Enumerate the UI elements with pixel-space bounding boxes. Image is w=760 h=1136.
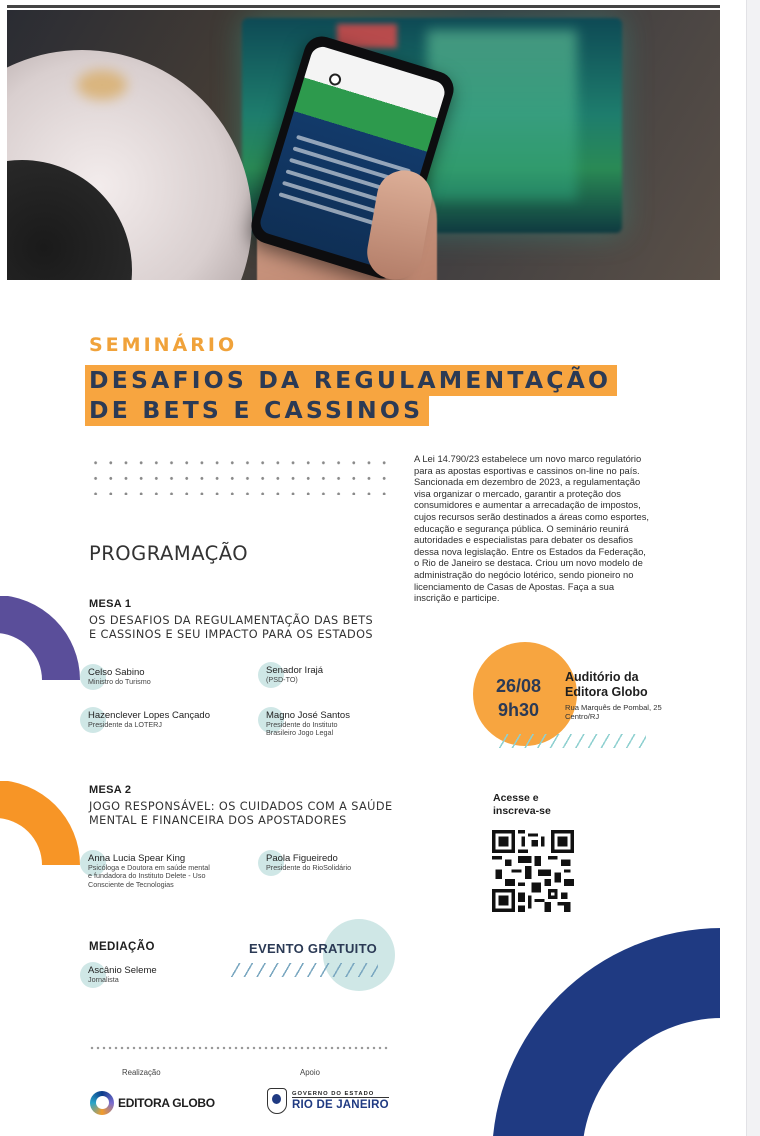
rio-de-janeiro-seal-icon: [267, 1088, 287, 1114]
hatch-decoration: [228, 963, 378, 977]
mesa1-title-line-2: E CASSINOS E SEU IMPACTO PARA OS ESTADOS: [89, 628, 373, 641]
hero-phone-ball-icon: [328, 72, 343, 87]
event-date: 26/08: [496, 676, 542, 696]
speaker-card: [88, 710, 210, 729]
mediator-card: [88, 965, 157, 984]
arc-mask: [0, 865, 90, 955]
speaker-role: (PSD-TO): [266, 675, 298, 684]
event-datetime: [496, 674, 541, 722]
seminar-title-line-2: DE BETS E CASSINOS: [85, 395, 429, 426]
seminar-eyebrow: SEMINÁRIO: [89, 334, 238, 356]
speaker-role: Consciente de Tecnologias: [88, 879, 174, 889]
realizacao-label: Realização: [122, 1068, 161, 1077]
speaker-role: Presidente do Instituto: [266, 720, 338, 729]
speaker-card: [266, 853, 351, 872]
hero-photo: [7, 10, 720, 280]
speaker-role: Psicóloga e Doutora em saúde mental: [88, 863, 210, 872]
speaker-name: Senador Irajá: [266, 665, 324, 676]
access-cta: [493, 792, 551, 818]
dot-grid-decoration: [88, 455, 393, 495]
speaker-name: Magno José Santos: [266, 710, 350, 721]
event-address: [565, 703, 695, 721]
dotted-divider: [89, 1046, 389, 1050]
rj-logo-small: GOVERNO DO ESTADO: [292, 1091, 375, 1097]
access-line: Acesse e: [493, 792, 539, 804]
evento-gratuito-badge: EVENTO GRATUITO: [249, 941, 378, 956]
address-line: Centro/RJ: [565, 712, 600, 722]
speaker-role: Ministro do Turismo: [88, 677, 151, 686]
mesa2-label: MESA 2: [89, 784, 132, 796]
speaker-card: [88, 853, 210, 889]
speaker-card: [266, 710, 350, 738]
arc-mask: [0, 680, 90, 770]
speaker-role: Presidente da LOTERJ: [88, 720, 162, 729]
arc-mask: [0, 590, 90, 596]
speaker-name: Anna Lucia Spear King: [88, 853, 186, 864]
mesa1-title-line-1: OS DESAFIOS DA REGULAMENTAÇÃO DAS BETS: [89, 614, 374, 627]
access-line: inscreva-se: [493, 805, 551, 817]
qr-code-icon[interactable]: [492, 830, 574, 912]
speaker-card: [266, 665, 323, 684]
globo-logo-text: EDITORA GLOBO: [118, 1096, 215, 1110]
hatch-decoration: [496, 734, 646, 748]
editora-globo-logo: [90, 1090, 215, 1116]
mediator-role: Jornalista: [88, 975, 119, 984]
speaker-name: Paola Figueiredo: [266, 853, 338, 864]
venue-line: Editora Globo: [565, 685, 648, 699]
mediator-name: Ascânio Seleme: [88, 965, 157, 976]
mesa2-title-line-1: JOGO RESPONSÁVEL: OS CUIDADOS COM A SAÚDE: [89, 800, 393, 813]
top-rule: [7, 5, 720, 8]
intro-paragraph: A Lei 14.790/23 estabelece um novo marco regulatório para as apostas esportivas e cassinos on-line no país. Sancionada em dezembro de 2023, a regulamentação visa organizar o mercado, garantir a proteção dos consumidores e aumentar a arrecadação de impostos, cujos recursos serão destinados a áreas como esportes, educação e segurança pública. O seminário reunirá autoridades e especialistas para debater os desafios dessa nova legislação. Entre os Estados da Federação, o Rio de Janeiro se destaca. Criou um novo modelo de administração do negócio lotérico, sendo pioneiro no licenciamento de Casas de Apostas. Faça a sua inscrição e participe.: [414, 453, 650, 604]
venue-line: Auditório da: [565, 670, 639, 684]
hero-monitor-glow: [427, 30, 577, 200]
mediacao-label: MEDIAÇÃO: [89, 941, 155, 953]
programacao-heading: PROGRAMAÇÃO: [89, 542, 249, 565]
mesa1-label: MESA 1: [89, 598, 132, 610]
speaker-role: Brasileiro Jogo Legal: [266, 728, 334, 738]
governo-rj-logo: [267, 1088, 389, 1114]
event-venue: [565, 670, 648, 700]
rj-logo-big: RIO DE JANEIRO: [292, 1099, 389, 1111]
address-line: Rua Marquês de Pombal, 25: [565, 703, 662, 712]
event-time: 9h30: [498, 700, 540, 720]
apoio-label: Apoio: [300, 1068, 320, 1077]
speaker-card: [88, 667, 151, 686]
mesa2-title-line-2: MENTAL E FINANCEIRA DOS APOSTADORES: [89, 814, 347, 827]
seminar-title-line-1: DESAFIOS DA REGULAMENTAÇÃO: [85, 365, 617, 396]
speaker-role: Presidente do RioSolidário: [266, 863, 352, 872]
speaker-name: Celso Sabino: [88, 667, 145, 678]
arc-mask: [0, 774, 90, 781]
scroll-gutter: [746, 0, 760, 1136]
hero-ball-highlight: [77, 70, 127, 100]
globo-ball-icon: [90, 1091, 114, 1115]
speaker-name: Hazenclever Lopes Cançado: [88, 710, 210, 721]
rj-logo-text: [292, 1091, 389, 1111]
speaker-role: e fundadora do Instituto Delete - Uso: [88, 871, 206, 881]
